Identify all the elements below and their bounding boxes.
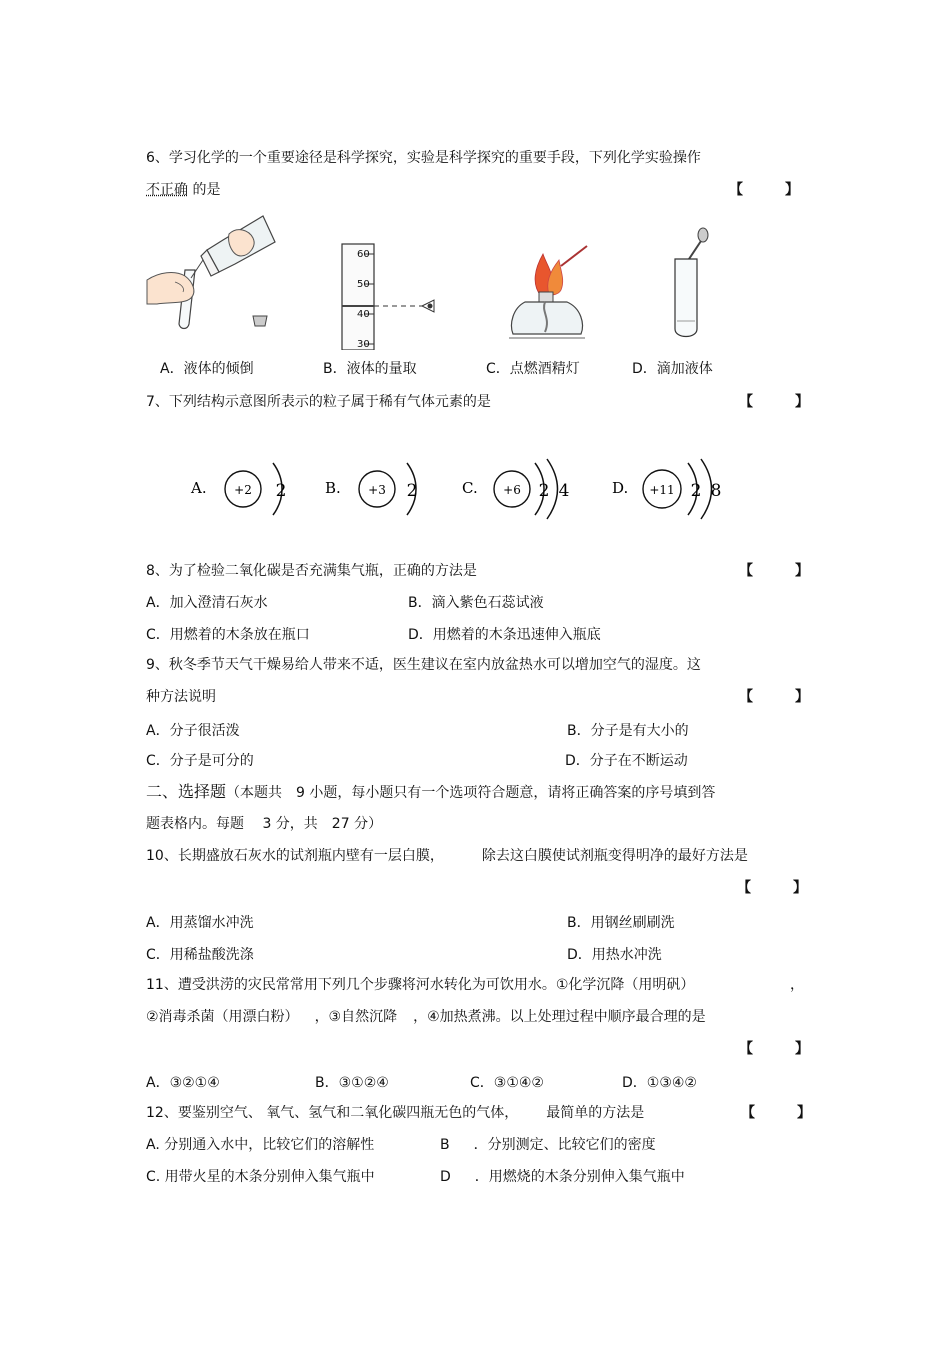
particle-c-shell-1: 2 (538, 481, 550, 501)
q10-option-b: B．用钢丝刷刷洗 (567, 915, 675, 931)
q11-stem-line1-end: ， (790, 977, 804, 993)
bracket-right: 】 (795, 1041, 809, 1057)
cylinder-tick-40: 40 (357, 309, 370, 320)
particle-b-charge: +3 (368, 483, 386, 497)
q10-stem-part2: 除去这白膜使试剂瓶变得明净的最好方法是 (481, 848, 748, 864)
particle-c-shell-2: 4 (558, 481, 570, 501)
q8-stem: 8、为了检验二氧化碳是否充满集气瓶，正确的方法是 (146, 563, 477, 579)
q12-stem (146, 1104, 644, 1122)
q9-option-c: C．分子是可分的 (146, 753, 254, 769)
section-2-title: 二、选择题 (146, 782, 227, 801)
q10-stem (146, 847, 748, 865)
particle-b-letter: B. (325, 479, 341, 497)
particle-d-shell-1: 2 (690, 481, 702, 501)
q9-option-d: D．分子在不断运动 (565, 753, 688, 769)
q12-option-d-text: ．用燃烧的木条分别伸入集气瓶中 (474, 1169, 685, 1185)
q11-stem-line2 (146, 1008, 706, 1026)
q11-option-a: A．③②①④ (146, 1075, 220, 1091)
q9-option-b: B．分子是有大小的 (567, 723, 689, 739)
bracket-right: 】 (785, 182, 799, 198)
particle-a-charge: +2 (234, 483, 252, 497)
q12-stem-part2: 最简单的方法是 (546, 1105, 645, 1121)
q10-stem-part1: 10、长期盛放石灰水的试剂瓶内壁有一层白膜， (146, 848, 444, 864)
bracket-left: 【 (729, 182, 743, 198)
q6-option-b: B．液体的量取 (323, 361, 417, 377)
q12-option-d-letter: D (440, 1169, 451, 1185)
q10-option-c: C．用稀盐酸洗涤 (146, 947, 254, 963)
q12-option-b (440, 1136, 656, 1154)
q12-option-c: C. 用带火星的木条分别伸入集气瓶中 (146, 1169, 375, 1185)
q11-option-c: C．③①④② (470, 1075, 544, 1091)
dropping-liquid-illustration (665, 225, 715, 340)
q6-option-d: D．滴加液体 (632, 361, 713, 377)
bracket-left: 【 (741, 1105, 755, 1121)
bracket-left: 【 (739, 689, 753, 705)
bracket-left: 【 (739, 563, 753, 579)
q9-stem-line1: 9、秋冬季节天气干燥易给人带来不适，医生建议在室内放盆热水可以增加空气的湿度。这 (146, 657, 701, 673)
bracket-right: 】 (797, 1105, 811, 1121)
atomic-structure-diagrams (185, 455, 735, 525)
q11-option-d: D．①③④② (622, 1075, 697, 1091)
particle-b-shell-1: 2 (406, 481, 418, 501)
q8-option-c: C．用燃着的木条放在瓶口 (146, 627, 310, 643)
q11-step-3: ，③自然沉降 (314, 1009, 398, 1025)
q9-option-a: A．分子很活泼 (146, 723, 240, 739)
bracket-left: 【 (739, 394, 753, 410)
q6-emphasis: 不正确 (146, 182, 188, 198)
particle-d-shell-2: 8 (710, 481, 722, 501)
q10-option-a: A．用蒸馏水冲洗 (146, 915, 254, 931)
cylinder-tick-60: 60 (357, 249, 370, 260)
particle-d-letter: D. (612, 479, 629, 497)
bracket-right: 】 (795, 563, 809, 579)
q11-stem-line1: 11、遭受洪涝的灾民常常用下列几个步骤将河水转化为可饮用水。①化学沉降（用明矾） (146, 977, 695, 993)
particle-a-shell-1: 2 (275, 481, 287, 501)
q8-option-d: D．用燃着的木条迅速伸入瓶底 (408, 627, 601, 643)
section-2-desc-line2: 题表格内。每题 3 分，共 27 分） (146, 816, 383, 832)
section-2-header (146, 783, 715, 802)
bracket-right: 】 (795, 689, 809, 705)
particle-d-charge: +11 (649, 483, 675, 497)
bracket-right: 】 (793, 880, 807, 896)
q6-option-c: C．点燃酒精灯 (486, 361, 580, 377)
q8-option-b: B．滴入紫色石蕊试液 (408, 595, 544, 611)
q11-step-4: ，④加热煮沸。以上处理过程中顺序最合理的是 (413, 1009, 706, 1025)
cylinder-tick-30: 30 (357, 339, 370, 350)
section-2-desc-line1: （本题共 9 小题，每小题只有一个选项符合题意，请将正确答案的序号填到答 (226, 785, 716, 801)
q6-option-a: A．液体的倾倒 (160, 361, 254, 377)
q12-option-a: A. 分别通入水中，比较它们的溶解性 (146, 1137, 375, 1153)
q12-option-d (440, 1168, 685, 1186)
q9-stem-line2: 种方法说明 (146, 689, 216, 705)
q8-option-a: A．加入澄清石灰水 (146, 595, 268, 611)
q6-stem-line1: 6、学习化学的一个重要途径是科学探究，实验是科学探究的重要手段，下列化学实验操作 (146, 150, 701, 166)
q11-option-b: B．③①②④ (315, 1075, 389, 1091)
q11-step-2: ②消毒杀菌（用漂白粉） (146, 1009, 299, 1025)
pouring-liquid-illustration (145, 212, 280, 337)
q12-option-b-letter: B (440, 1137, 450, 1153)
graduated-cylinder-illustration (330, 240, 445, 350)
particle-c-charge: +6 (503, 483, 521, 497)
q6-stem-rest: 的是 (188, 182, 221, 198)
cylinder-tick-50: 50 (357, 279, 370, 290)
bracket-right: 】 (795, 394, 809, 410)
bracket-left: 【 (737, 880, 751, 896)
q7-stem: 7、下列结构示意图所表示的粒子属于稀有气体元素的是 (146, 394, 491, 410)
q12-stem-part1: 12、要鉴别空气、 氧气、氢气和二氧化碳四瓶无色的气体， (146, 1105, 519, 1121)
q6-stem-line2 (146, 181, 220, 199)
alcohol-lamp-illustration (505, 238, 590, 348)
q10-option-d: D．用热水冲洗 (567, 947, 662, 963)
particle-c-letter: C. (462, 479, 478, 497)
q12-option-b-text: ．分别测定、比较它们的密度 (473, 1137, 656, 1153)
bracket-left: 【 (739, 1041, 753, 1057)
particle-a-letter: A. (191, 479, 207, 497)
